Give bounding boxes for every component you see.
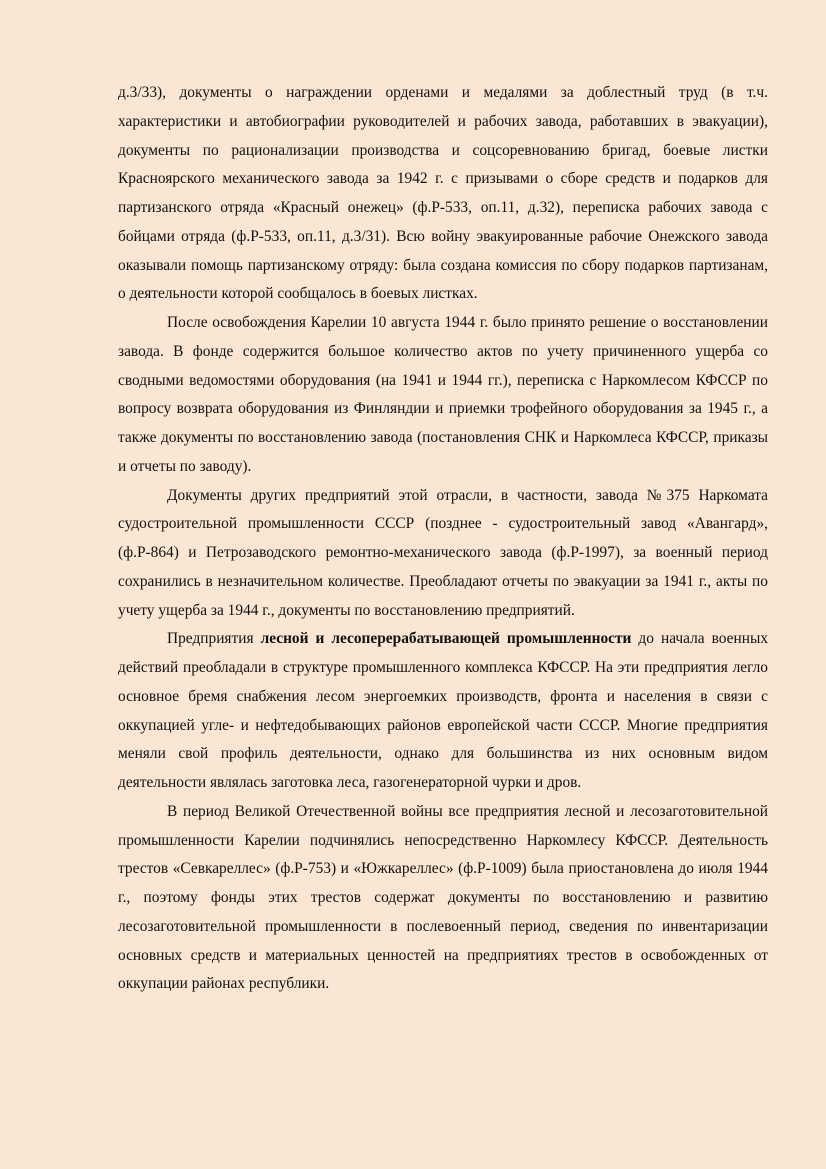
paragraph-2: После освобождения Карелии 10 августа 1944 г. было принято решение о восстановлении завода. В фонде содержится большое количество актов по учету причиненного ущерба со сводными ведомостями оборудования (на 1941 и 1944 гг.), переписка с Наркомлесом КФССР по вопросу возврата оборудования из Финляндии и приемки трофейного оборудования за 1945 г., а также документы по восстановлению завода (постановления СНК и Наркомлеса КФССР, приказы и отчеты по заводу). — [118, 314, 768, 475]
document-page — [118, 79, 768, 999]
paragraph-3: Документы других предприятий этой отрасли, в частности, завода №375 Наркомата судостроительной промышленности СССР (позднее - судостроительный завод «Авангард», (ф.Р-864) и Петрозаводского ремонтно-механического завода (ф.Р-1997), за военный период сохранились в незначительном количестве. Преобладают отчеты по эвакуации за 1941 г., акты по учету ущерба за 1944 г., документы по восстановлению предприятий. — [118, 486, 768, 619]
paragraph-4 — [118, 625, 768, 798]
paragraph-4-bold-term: лесной и лесоперерабатывающей промышленности — [260, 630, 632, 648]
paragraph-4-start: Предприятия — [167, 630, 261, 648]
paragraph-1: д.3/33), документы о награждении орденами и медалями за доблестный труд (в т.ч. характеристики и автобиографии руководителей и рабочих завода, работавших в эвакуации), документы по рационализации производства и соцсоревнованию бригад, боевые листки Красноярского механического завода за 1942 г. с призывами о сборе средств и подарков для партизанского отряда «Красный онежец» (ф.Р-533, оп.11, д.32), переписка рабочих завода с бойцами отряда (ф.Р-533, оп.11, д.3/31). Всю войну эвакуированные рабочие Онежского завода оказывали помощь партизанскому отряду: была создана комиссия по сбору подарков партизанам, о деятельности которой сообщалось в боевых листках. — [118, 84, 768, 303]
paragraph-5: В период Великой Отечественной войны все предприятия лесной и лесозаготовительной промышленности Карелии подчинялись непосредственно Наркомлесу КФССР. Деятельность трестов «Севкареллес» (ф.Р-753) и «Южкареллес» (ф.Р-1009) была приостановлена до июля 1944 г., поэтому фонды этих трестов содержат документы по восстановлению и развитию лесозаготовительной промышленности в послевоенный период, сведения по инвентаризации основных средств и материальных ценностей на предприятиях трестов в освобожденных от оккупации районах республики. — [118, 802, 768, 993]
paragraph-4-end: до начала военных действий преобладали в структуре промышленного комплекса КФССР. На эти предприятия легло основное бремя снабжения лесом энергоемких производств, фронта и населения в связи с оккупацией угле- и нефтедобывающих районов европейской части СССР. Многие предприятия меняли свой профиль деятельности, однако для большинства из них основным видом деятельности являлась заготовка леса, газогенераторной чурки и дров. — [118, 630, 769, 791]
